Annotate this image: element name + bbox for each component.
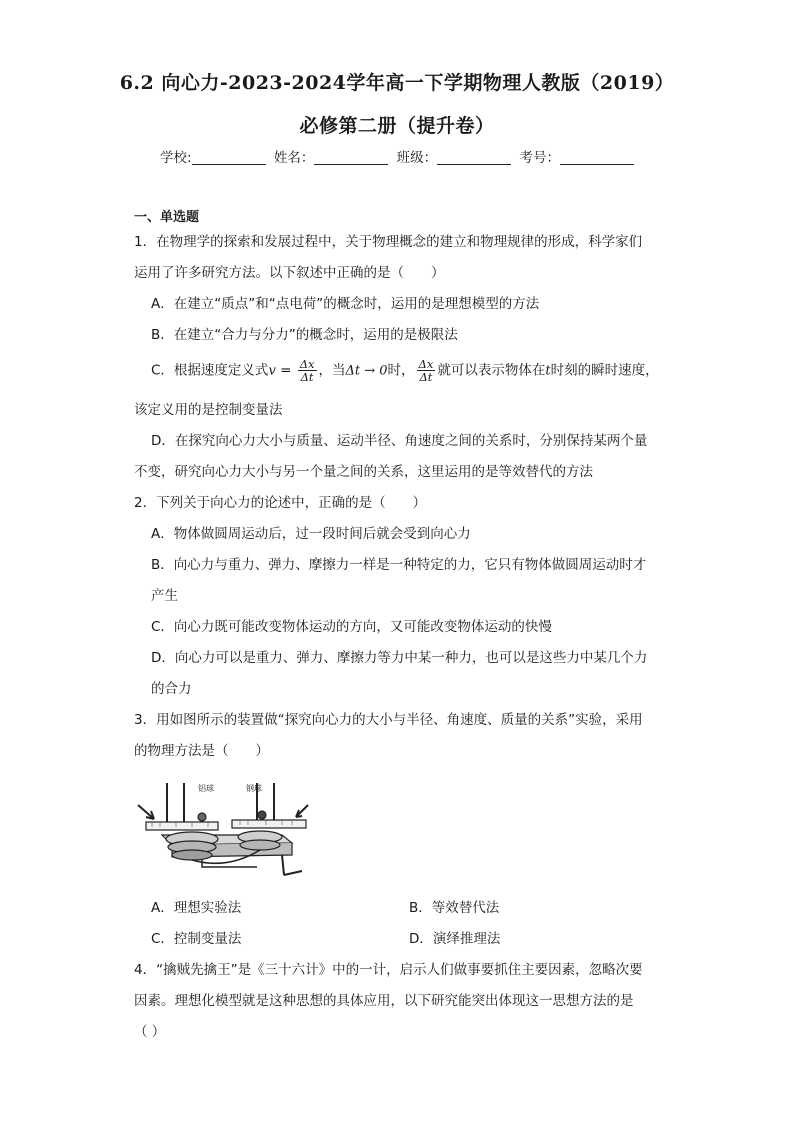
q1-stem-line2: 运用了许多研究方法。以下叙述中正确的是（ ） xyxy=(134,265,445,281)
q4-stem-line3: （ ） xyxy=(134,1024,166,1040)
class-label: 班级： xyxy=(396,150,438,166)
q2-option-a: A．物体做圆周运动后，过一段时间后就会受到向心力 xyxy=(151,526,471,542)
q1-option-c-line2: 该定义用的是控制变量法 xyxy=(134,402,283,418)
page-title-line1: 6.2 向心力-2023-2024学年高一下学期物理人教版（2019） xyxy=(119,72,675,94)
page-title-line2: 必修第二册（提升卷） xyxy=(299,115,495,137)
q3-option-c: C．控制变量法 xyxy=(151,931,242,947)
velocity-symbol: v xyxy=(268,363,276,379)
section-title: 一、单选题 xyxy=(134,210,200,225)
velocity-fraction: $\frac{\Delta x}{\Delta t}$ xyxy=(299,357,315,384)
equals-sign: = xyxy=(275,362,296,379)
q1-option-d-line2: 不变，研究向心力大小与另一个量之间的关系，这里运用的是等效替代的方法 xyxy=(134,464,593,480)
centripetal-force-apparatus-figure xyxy=(132,775,312,887)
q3-stem-line1: 3．用如图所示的装置做“探究向心力的大小与半径、角速度、质量的关系”实验，采用 xyxy=(134,712,643,728)
class-blank xyxy=(437,150,511,165)
q1-stem-line1: 1．在物理学的探索和发展过程中，关于物理概念的建立和物理规律的形成，科学家们 xyxy=(134,234,643,250)
q1-option-c-text: C．根据速度定义式 xyxy=(151,362,269,379)
q3-option-d: D．演绎推理法 xyxy=(409,931,501,947)
q3-stem-line2: 的物理方法是（ ） xyxy=(134,743,269,759)
q4-stem-line2: 因素。理想化模型就是这种思想的具体应用，以下研究能突出体现这一思想方法的是 xyxy=(134,993,634,1009)
q2-option-c: C．向心力既可能改变物体运动的方向，又可能改变物体运动的快慢 xyxy=(151,619,552,635)
q2-option-b-line1: B．向心力与重力、弹力、摩擦力一样是一种特定的力，它只有物体做圆周运动时才 xyxy=(151,557,647,573)
school-blank xyxy=(192,150,266,165)
time-symbol: t xyxy=(545,363,551,379)
q2-option-b-line2: 产生 xyxy=(151,588,178,604)
q1-option-c-line1: C．根据速度定义式v = $\frac{\Delta x}{\Delta t}$ ，当Δt → 0时， $\frac{\Delta x}{\Delta t}$ 就可以表示物体在t时刻的瞬时速度， xyxy=(151,357,659,384)
q4-stem-line1: 4．“擒贼先擒王”是《三十六计》中的一计，启示人们做事要抓住主要因素，忽略次要 xyxy=(134,962,643,978)
number-label: 考号： xyxy=(519,150,560,166)
q3-option-a: A．理想实验法 xyxy=(151,900,242,916)
q3-option-b: B．等效替代法 xyxy=(409,900,500,916)
number-blank xyxy=(560,150,634,165)
name-blank xyxy=(314,150,388,165)
student-info-row xyxy=(0,146,794,166)
left-ball-label: 铝球 xyxy=(198,784,214,793)
name-label: 姓名： xyxy=(273,150,315,166)
school-label: 学校: xyxy=(160,150,192,166)
limit-expression: Δt → 0 xyxy=(345,363,388,379)
q1-option-a: A．在建立“质点”和“点电荷”的概念时，运用的是理想模型的方法 xyxy=(151,296,540,312)
right-ball-label: 钢球 xyxy=(246,784,262,793)
q2-stem: 2．下列关于向心力的论述中，正确的是（ ） xyxy=(134,495,427,511)
q2-option-d-line1: D．向心力可以是重力、弹力、摩擦力等力中某一种力，也可以是这些力中某几个力 xyxy=(151,650,648,666)
q2-option-d-line2: 的合力 xyxy=(151,681,192,697)
velocity-fraction-2: $\frac{\Delta x}{\Delta t}$ xyxy=(418,357,434,384)
q1-option-b: B．在建立“合力与分力”的概念时，运用的是极限法 xyxy=(151,327,458,343)
q1-option-d-line1: D．在探究向心力大小与质量、运动半径、角速度之间的关系时，分别保持某两个量 xyxy=(151,433,648,449)
